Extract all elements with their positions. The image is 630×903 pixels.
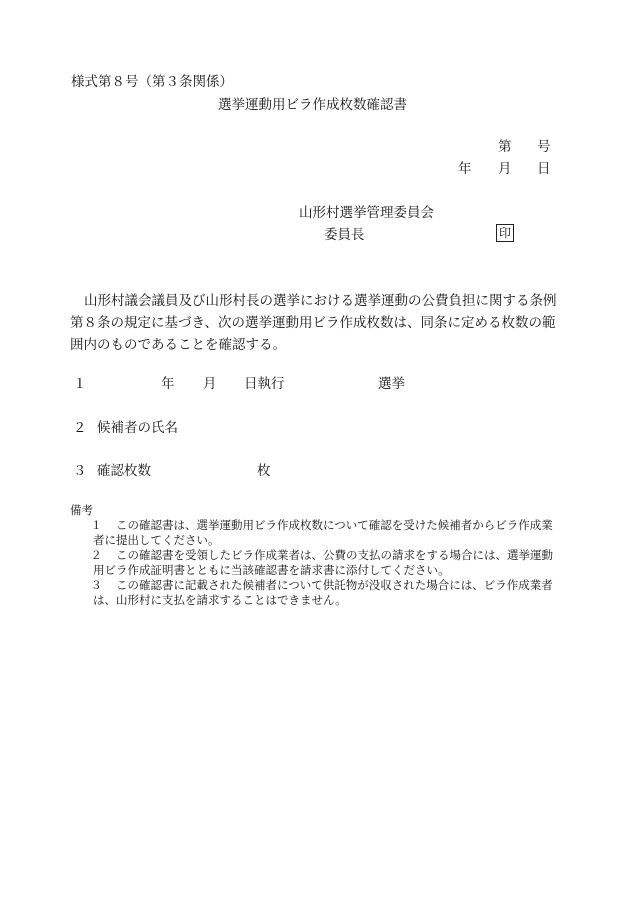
item1-year-label: 年 bbox=[161, 376, 175, 392]
item2-candidate-name-label: 候補者の氏名 bbox=[97, 420, 178, 436]
note-number: １ bbox=[90, 518, 102, 532]
notes-heading: 備考 bbox=[70, 503, 93, 517]
item1-number: １ bbox=[73, 376, 87, 392]
note-text-continued: 用ビラ作成証明書とともに当該確認書を請求書に添付してください。 bbox=[93, 563, 450, 577]
body-line: 山形村議会議員及び山形村長の選挙における選挙運動の公費負担に関する条例 bbox=[84, 293, 557, 309]
seal-stamp: 印 bbox=[496, 224, 514, 242]
body-line: 囲内のものであることを確認する。 bbox=[70, 337, 286, 353]
item3-confirmed-count-label: 確認枚数 bbox=[97, 463, 151, 479]
document-title: 選挙運動用ビラ作成枚数確認書 bbox=[218, 97, 407, 113]
note-item bbox=[70, 518, 553, 548]
note-text-continued: 者に提出してください。 bbox=[93, 533, 220, 547]
item3-unit-label: 枚 bbox=[257, 463, 271, 479]
item3-number: ３ bbox=[73, 463, 87, 479]
date-year-label: 年 bbox=[458, 161, 472, 177]
note-item bbox=[70, 578, 553, 608]
form-number: 様式第８号（第３条関係） bbox=[71, 74, 233, 90]
item1-election-label: 選挙 bbox=[378, 376, 405, 392]
date-month-label: 月 bbox=[498, 161, 512, 177]
item1-execution-label: 日執行 bbox=[244, 376, 285, 392]
note-number: ３ bbox=[90, 578, 102, 592]
note-text: この確認書は、選挙運動用ビラ作成枚数について確認を受けた候補者からビラ作成業 bbox=[116, 518, 553, 532]
item2-number: ２ bbox=[73, 420, 87, 436]
note-text-continued: は、山形村に支払を請求することはできません。 bbox=[93, 593, 347, 607]
document-number-label: 第 bbox=[498, 139, 512, 155]
item1-month-label: 月 bbox=[203, 376, 217, 392]
note-number: ２ bbox=[90, 548, 102, 562]
note-item bbox=[70, 548, 553, 578]
issuer-committee: 山形村選挙管理委員会 bbox=[299, 205, 434, 221]
date-day-label: 日 bbox=[537, 161, 551, 177]
body-paragraph bbox=[70, 290, 557, 356]
issuer-chair: 委員長 bbox=[324, 227, 365, 243]
body-line: 第８条の規定に基づき、次の選挙運動用ビラ作成枚数は、同条に定める枚数の範 bbox=[70, 315, 556, 331]
note-text: この確認書を受領したビラ作成業者は、公費の支払の請求をする場合には、選挙運動 bbox=[116, 548, 553, 562]
document-number-suffix: 号 bbox=[537, 139, 551, 155]
note-text: この確認書に記載された候補者について供託物が没収された場合には、ビラ作成業者 bbox=[116, 578, 553, 592]
